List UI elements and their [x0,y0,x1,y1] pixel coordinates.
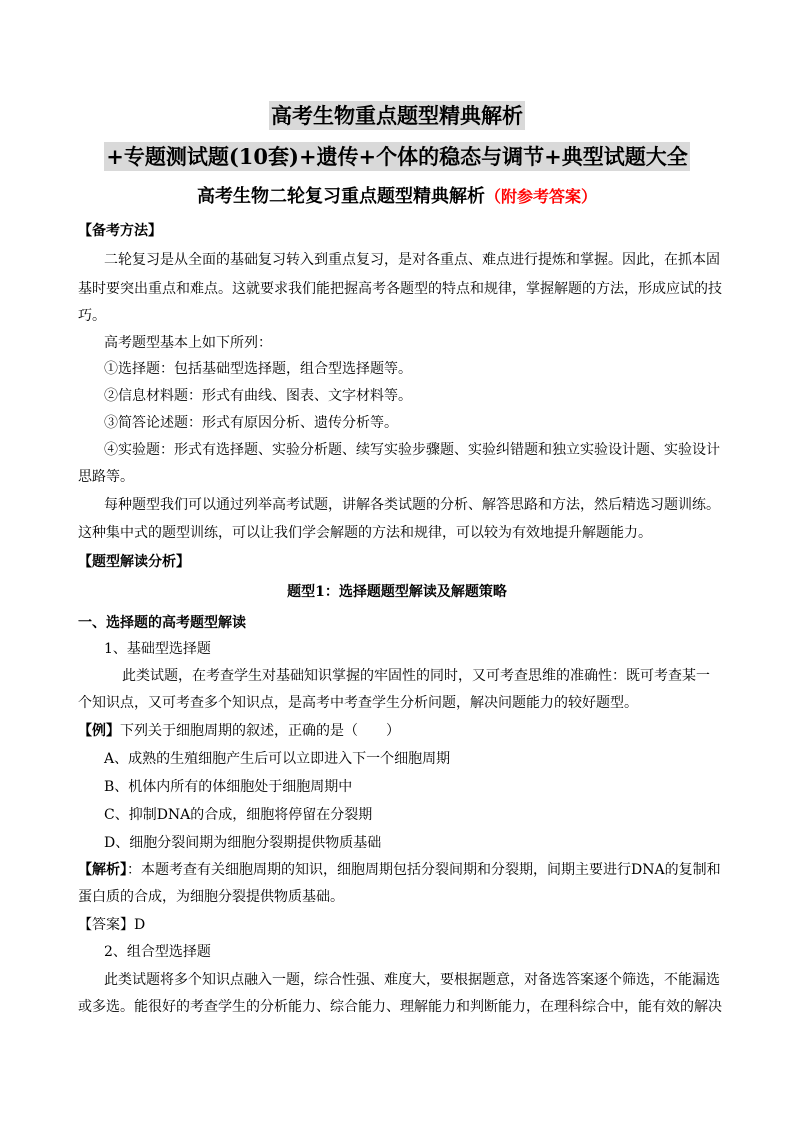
paragraph-line: 蛋白质的合成，为细胞分裂提供物质基础。 [78,889,344,905]
analysis-text: ：本题考查有关细胞周期的知识，细胞周期包括分裂间期和分裂期，间期主要进行DNA的复制和 [127,862,721,878]
paragraph-line: 巧。 [78,308,106,324]
list-item: ②信息材料题：形式有曲线、图表、文字材料等。 [104,388,412,404]
example-text: 下列关于细胞周期的叙述，正确的是（ ） [120,723,400,739]
list-item: ③简答论述题：形式有原因分析、遗传分析等。 [104,415,398,431]
paragraph-line: 此类试题，在考查学生对基础知识掌握的牢固性的同时，又可考查思维的准确性：既可考查某一 [122,668,710,684]
sub-sub-heading: 2、组合型选择题 [104,944,211,960]
option-d: D、细胞分裂间期为细胞分裂期提供物质基础 [104,835,382,851]
list-item-continued: 思路等。 [78,469,134,485]
example-question [78,721,718,741]
analysis [78,860,721,880]
option-b: B、机体内所有的体细胞处于细胞周期中 [104,779,353,795]
document-title: 高考生物二轮复习重点题型精典解析 [196,186,485,207]
title-line-1 [0,102,794,130]
option-a: A、成熟的生殖细胞产生后可以立即进入下一个细胞周期 [104,751,451,767]
paragraph-line: 这种集中式的题型训练，可以让我们学会解题的方法和规律，可以较为有效地提升解题能力。 [78,525,652,541]
list-item: ④实验题：形式有选择题、实验分析题、续写实验步骤题、实验纠错题和独立实验设计题、实验设计 [104,442,720,458]
subtitle: +专题测试题(10套)+遗传+个体的稳态与调节+典型试题大全 [106,144,688,169]
title-line-3 [0,182,794,208]
example-label: 【例】 [78,723,120,739]
section-heading-analysis: 【题型解读分析】 [78,554,190,570]
analysis-label: 【解析】 [78,862,127,878]
answer-note: （附参考答案） [484,187,597,206]
paragraph-line: 高考题型基本上如下所列： [104,335,272,351]
answer: 【答案】D [78,917,146,933]
list-item: ①选择题：包括基础型选择题，组合型选择题等。 [104,361,412,377]
type-heading: 题型1：选择题题型解读及解题策略 [287,584,507,600]
paragraph-line: 或多选。能很好的考查学生的分析能力、综合能力、理解能力和判断能力，在理科综合中，能有效的解决 [78,999,722,1015]
option-c: C、抑制DNA的合成，细胞将停留在分裂期 [104,807,373,823]
paragraph-line: 每种题型我们可以通过列举高考试题，讲解各类试题的分析、解答思路和方法，然后精选习题训练。 [104,497,720,513]
main-title: 高考生物重点题型精典解析 [271,103,523,128]
sub-sub-heading: 1、基础型选择题 [104,641,211,657]
sub-heading: 一、选择题的高考题型解读 [78,615,246,631]
paragraph-line: 二轮复习是从全面的基础复习转入到重点复习，是对各重点、难点进行提炼和掌握。因此，在抓本固 [104,252,720,268]
title-line-2 [0,143,794,171]
section-heading-method: 【备考方法】 [78,223,162,239]
paragraph-line: 基时要突出重点和难点。这就要求我们能把握高考各题型的特点和规律，掌握解题的方法，形成应试的技 [78,281,722,297]
paragraph-line: 此类试题将多个知识点融入一题，综合性强、难度大，要根据题意，对备选答案逐个筛选，不能漏选 [104,972,720,988]
paragraph-line: 个知识点，又可考查多个知识点，是高考中考查学生分析问题，解决问题能力的较好题型。 [78,695,638,711]
